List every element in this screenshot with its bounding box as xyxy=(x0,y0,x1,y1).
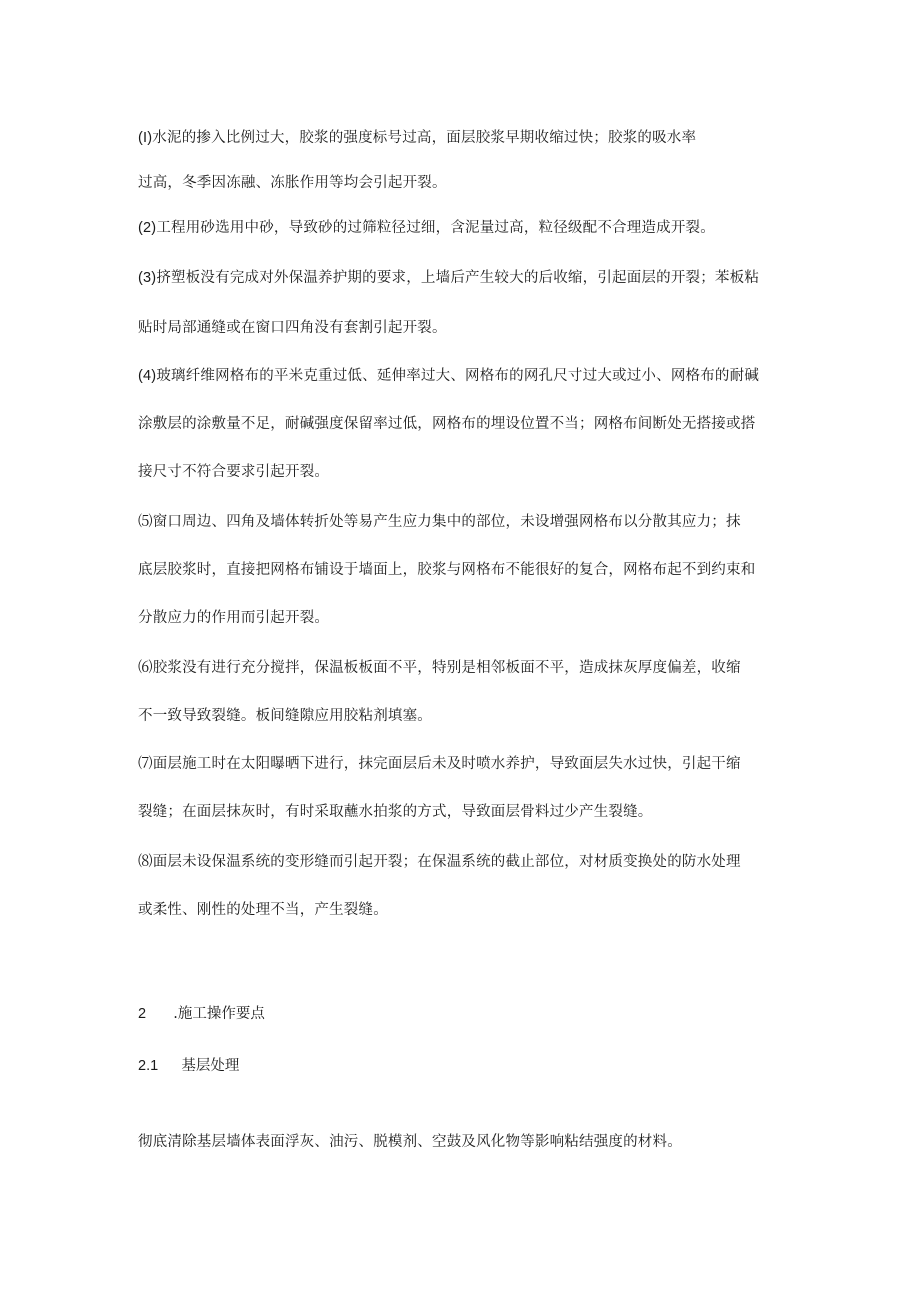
paragraph-7-label: ⑺ xyxy=(138,756,153,772)
paragraph-1-line-2: 过高，冬季因冻融、冻胀作用等均会引起开裂。 xyxy=(138,175,447,191)
paragraph-4-line-3: 接尺寸不符合要求引起开裂。 xyxy=(138,464,330,480)
paragraph-3-label: (3) xyxy=(138,270,157,286)
subsection-title: 基层处理 xyxy=(181,1058,240,1074)
paragraph-4-line-1: (4)玻璃纤维网格布的平米克重过低、延伸率过大、网格布的网孔尺寸过大或过小、网格布的耐碱 xyxy=(138,368,760,384)
paragraph-4-line-2: 涂敷层的涂敷量不足，耐碱强度保留率过低，网格布的埋设位置不当；网格布间断处无搭接或搭 xyxy=(138,416,756,432)
section-number: 2 xyxy=(138,1006,147,1022)
paragraph-1-line-1: (I)水泥的掺入比例过大，胶浆的强度标号过高，面层胶浆早期收缩过快；胶浆的吸水率 xyxy=(138,130,697,146)
paragraph-6-label: ⑹ xyxy=(138,660,153,676)
paragraph-3-line-1: (3)挤塑板没有完成对外保温养护期的要求，上墙后产生较大的后收缩，引起面层的开裂；苯板粘 xyxy=(138,270,760,286)
paragraph-8-line-1: ⑻面层未设保温系统的变形缝而引起开裂；在保温系统的截止部位，对材质变换处的防水处理 xyxy=(138,854,741,870)
body-paragraph: 彻底清除基层墙体表面浮灰、油污、脱模剂、空鼓及风化物等影响粘结强度的材料。 xyxy=(138,1134,682,1150)
paragraph-8-line-2: 或柔性、刚性的处理不当，产生裂缝。 xyxy=(138,902,388,918)
paragraph-1-label: (I) xyxy=(138,130,153,146)
paragraph-5-line-2: 底层胶浆时，直接把网格布铺设于墙面上，胶浆与网格布不能很好的复合，网格布起不到约束和 xyxy=(138,562,756,578)
paragraph-7-line-2: 裂缝；在面层抹灰时，有时采取蘸水拍浆的方式，导致面层骨料过少产生裂缝。 xyxy=(138,804,653,820)
paragraph-5-label: ⑸ xyxy=(138,514,153,530)
paragraph-5-line-1: ⑸窗口周边、四角及墙体转折处等易产生应力集中的部位，未设增强网格布以分散其应力；抹 xyxy=(138,514,741,530)
section-heading xyxy=(138,1004,265,1024)
section-title: .施工操作要点 xyxy=(173,1006,265,1022)
paragraph-2-line-1: (2)工程用砂选用中砂，导致砂的过筛粒径过细，含泥量过高，粒径级配不合理造成开裂。 xyxy=(138,220,715,236)
paragraph-2-label: (2) xyxy=(138,220,157,236)
paragraph-6-line-2: 不一致导致裂缝。板间缝隙应用胶粘剂填塞。 xyxy=(138,708,432,724)
paragraph-3-line-2: 贴时局部通缝或在窗口四角没有套割引起开裂。 xyxy=(138,320,447,336)
subsection-number: 2.1 xyxy=(138,1058,159,1074)
paragraph-8-label: ⑻ xyxy=(138,854,153,870)
paragraph-7-line-1: ⑺面层施工时在太阳曝晒下进行，抹完面层后未及时喷水养护，导致面层失水过快，引起干缩 xyxy=(138,756,741,772)
paragraph-4-label: (4) xyxy=(138,368,157,384)
paragraph-5-line-3: 分散应力的作用而引起开裂。 xyxy=(138,610,330,626)
paragraph-6-line-1: ⑹胶浆没有进行充分搅拌，保温板板面不平，特别是相邻板面不平，造成抹灰厚度偏差，收缩 xyxy=(138,660,741,676)
subsection-heading xyxy=(138,1056,239,1076)
